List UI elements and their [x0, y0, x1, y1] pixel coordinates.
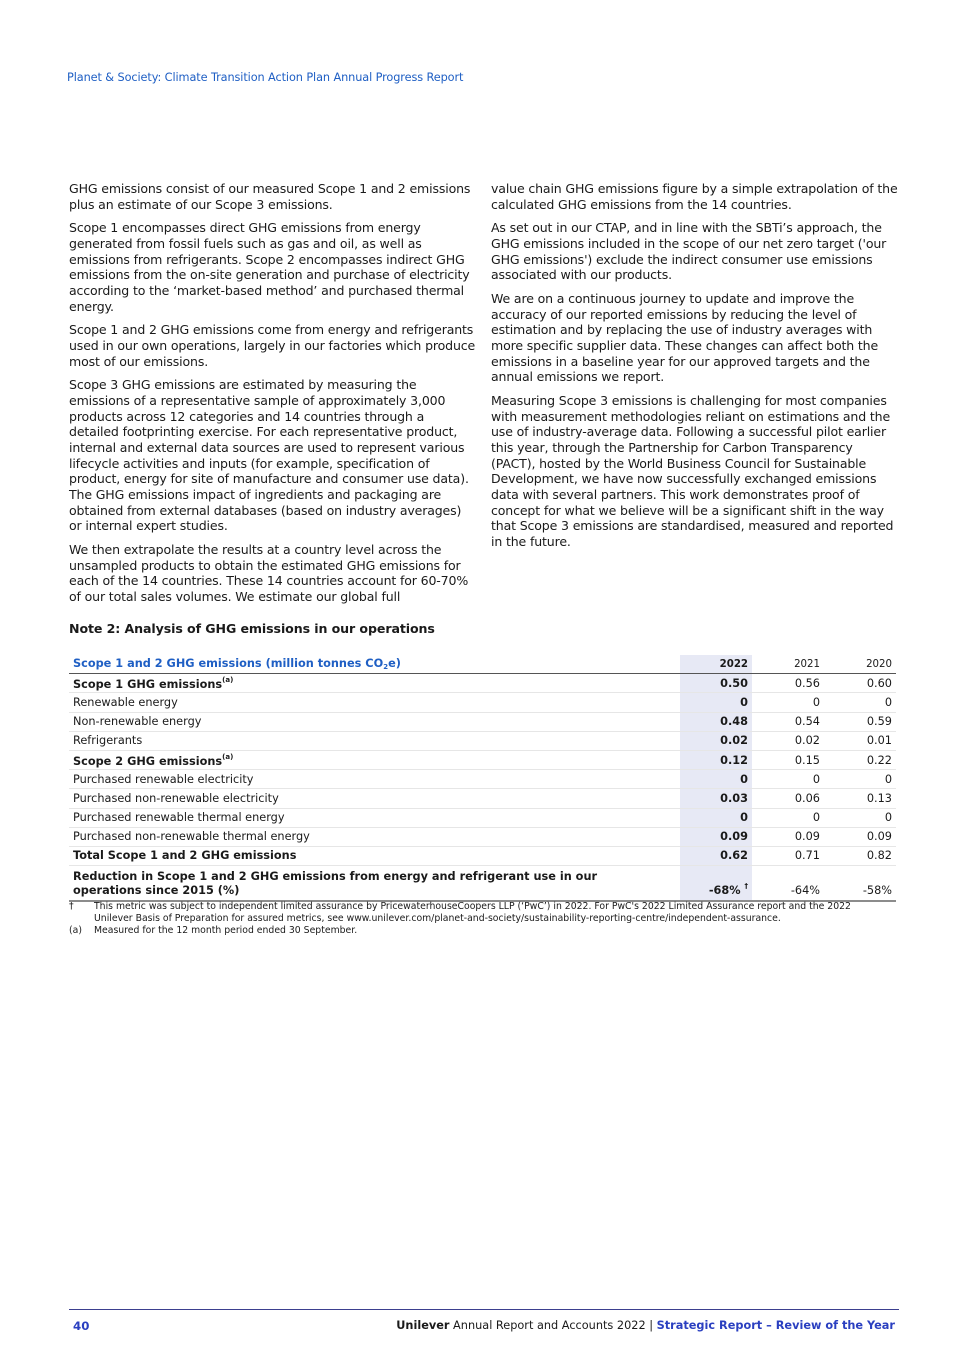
table-header-row — [69, 655, 896, 674]
value-2022: 0.50 — [680, 674, 752, 693]
row-label-text: Refrigerants — [73, 734, 143, 748]
row-label — [69, 789, 680, 808]
year-2022-header: 2022 — [680, 655, 752, 674]
value-text: -68% — [708, 884, 741, 898]
footnote-line: Unilever Basis of Preparation for assured metrics, see www.unilever.com/planet-and-society/sustainability-reporting-centre/independent-assurance. — [94, 913, 781, 924]
value-2021: 0.06 — [752, 789, 824, 808]
paragraph: We then extrapolate the results at a country level across the unsampled products to obtain the estimated GHG emissions for each of the 14 countries. These 14 countries account for 60-70% of our total sales volumes. We estimate our global full — [69, 541, 469, 605]
row-label-text: Purchased non-renewable thermal energy — [73, 830, 310, 844]
page-number: 40 — [73, 1319, 90, 1333]
table-row — [69, 731, 896, 750]
value-2020: 0 — [824, 693, 896, 712]
table-row — [69, 770, 896, 789]
row-label — [69, 866, 680, 902]
value-2022: 0 — [680, 693, 752, 712]
value-2020: 0.59 — [824, 712, 896, 731]
value-2020: 0.09 — [824, 827, 896, 846]
paragraph: We are on a continuous journey to update and improve the accuracy of our reported emissions by reducing the level of estimation and by replacing the use of industry averages with more specific supplier data. These changes can affect both the emissions in a baseline year for our approved targets and the annual emissions we report. — [491, 290, 879, 385]
row-label-text: Scope 2 GHG emissions — [73, 754, 223, 768]
value-2021: 0.02 — [752, 731, 824, 750]
footer-title — [396, 1319, 895, 1332]
footnote-reference: (a) — [222, 752, 234, 761]
footnote-line: This metric was subject to independent limited assurance by PricewaterhouseCoopers LLP (‘PwC’) in 2022. For PwC's 2022 Limited Assurance report and the 2022 — [94, 901, 851, 912]
row-label — [69, 770, 680, 789]
value-2021: 0 — [752, 808, 824, 827]
row-label — [69, 712, 680, 731]
value-2020 — [824, 866, 896, 902]
row-label — [69, 750, 680, 769]
value-2020: 0.22 — [824, 750, 896, 769]
value-text: -64% — [790, 884, 820, 898]
row-label-text: Purchased non-renewable electricity — [73, 791, 279, 805]
footnote-mark: † — [69, 901, 74, 912]
row-label-text: Purchased renewable thermal energy — [73, 811, 285, 825]
value-2021 — [752, 866, 824, 902]
table-row — [69, 750, 896, 769]
footnote-text — [94, 901, 899, 925]
row-label — [69, 827, 680, 846]
value-2022: 0 — [680, 770, 752, 789]
row-label-text: Non-renewable energy — [73, 715, 202, 729]
row-label-text: Purchased renewable electricity — [73, 772, 254, 786]
value-2021: 0.15 — [752, 750, 824, 769]
paragraph: GHG emissions consist of our measured Scope 1 and 2 emissions plus an estimate of our Scope 3 emissions. — [69, 181, 471, 212]
paragraph: Scope 1 encompasses direct GHG emissions from energy generated from fossil fuels such as gas and oil, as well as emissions from refrigerants. Scope 2 encompasses indirect GHG emissions from the on-site generation and purchase of electricity according to the ‘market-based method’ and purchased thermal energy. — [69, 220, 470, 314]
footer-brand: Unilever — [396, 1319, 450, 1332]
value-2020: 0.82 — [824, 846, 896, 865]
footnote-mark: (a) — [69, 925, 82, 936]
value-2020: 0 — [824, 770, 896, 789]
value-2021: 0.71 — [752, 846, 824, 865]
table-row — [69, 808, 896, 827]
value-2022 — [680, 866, 752, 902]
table-row — [69, 846, 896, 865]
value-2021: 0 — [752, 770, 824, 789]
value-2022: 0.62 — [680, 846, 752, 865]
table-row — [69, 693, 896, 712]
table-title — [69, 655, 680, 674]
right-column — [491, 181, 899, 613]
footer-section-link[interactable]: Strategic Report – Review of the Year — [656, 1319, 895, 1332]
table-row — [69, 712, 896, 731]
value-2020: 0 — [824, 808, 896, 827]
value-2021: 0 — [752, 693, 824, 712]
row-label — [69, 808, 680, 827]
ghg-emissions-table — [69, 655, 896, 902]
row-label-line: Reduction in Scope 1 and 2 GHG emissions from energy and refrigerant use in our — [73, 870, 598, 884]
value-2020: 0.13 — [824, 789, 896, 808]
value-2021: 0.09 — [752, 827, 824, 846]
value-2020: 0.60 — [824, 674, 896, 693]
row-label — [69, 693, 680, 712]
table-row-reduction — [69, 866, 896, 902]
table-row — [69, 789, 896, 808]
table-title-text: Scope 1 and 2 GHG emissions (million tonnes CO — [73, 657, 384, 671]
year-2020-header: 2020 — [824, 655, 896, 674]
left-column — [69, 181, 477, 613]
footnote-a — [69, 925, 899, 937]
co2-subscript: 2 — [383, 663, 389, 672]
running-header: Planet & Society: Climate Transition Action Plan Annual Progress Report — [67, 71, 464, 84]
value-text: -58% — [862, 884, 892, 898]
table-row — [69, 674, 896, 693]
paragraph: Scope 3 GHG emissions are estimated by measuring the emissions of a representative sample of approximately 3,000 products across 12 categories and 14 countries through a detailed footprinting exercise. For each representative product, internal and external data sources are used to represent various lifecycle activities and inputs (for example, specification of product, energy for site of manufacture and consumer use data). The GHG emissions impact of ingredients and packaging are obtained from external databases (based on industry averages) or internal expert studies. — [69, 377, 469, 534]
table-title-suffix: e) — [388, 657, 401, 671]
footnote-reference: (a) — [222, 675, 234, 684]
assurance-mark: † — [744, 882, 748, 891]
value-2022: 0.48 — [680, 712, 752, 731]
value-2022: 0.03 — [680, 789, 752, 808]
value-2020: 0.01 — [824, 731, 896, 750]
paragraph: As set out in our CTAP, and in line with the SBTi’s approach, the GHG emissions included in the scope of our net zero target ('our GHG emissions') exclude the indirect consumer use emissions associated with our products. — [491, 220, 887, 283]
year-2021-header: 2021 — [752, 655, 824, 674]
value-2022: 0 — [680, 808, 752, 827]
row-label — [69, 846, 680, 865]
value-2022: 0.09 — [680, 827, 752, 846]
value-2022: 0.12 — [680, 750, 752, 769]
body-text — [69, 181, 899, 613]
row-label-line: operations since 2015 (%) — [73, 884, 240, 898]
row-label-text: Scope 1 GHG emissions — [73, 677, 223, 691]
note-heading: Note 2: Analysis of GHG emissions in our operations — [69, 621, 435, 636]
value-2022: 0.02 — [680, 731, 752, 750]
row-label — [69, 731, 680, 750]
paragraph: Scope 1 and 2 GHG emissions come from energy and refrigerants used in our own operations, largely in our factories which produce most of our emissions. — [69, 322, 476, 369]
footer-publication: Annual Report and Accounts 2022 | — [449, 1319, 657, 1332]
footnotes — [69, 901, 899, 937]
footer-divider — [69, 1309, 899, 1310]
value-2021: 0.56 — [752, 674, 824, 693]
footnote-dagger — [69, 901, 899, 925]
paragraph: value chain GHG emissions figure by a simple extrapolation of the calculated GHG emissions from the 14 countries. — [491, 181, 898, 212]
row-label-text: Renewable energy — [73, 695, 178, 709]
table-row — [69, 827, 896, 846]
row-label — [69, 674, 680, 693]
footnote-text: Measured for the 12 month period ended 30 September. — [94, 925, 358, 936]
paragraph: Measuring Scope 3 emissions is challenging for most companies with measurement methodologies reliant on estimations and the use of industry-average data. Following a successful pilot earlier this year, through the Partnership for Carbon Transparency (PACT), hosted by the World Business Council for Sustainable Development, we have now successfully exchanged emissions data with several partners. This work demonstrates proof of concept for what we believe will be a significant shift in the way that Scope 3 emissions are standardised, measured and reported in the future. — [491, 392, 894, 550]
value-2021: 0.54 — [752, 712, 824, 731]
row-label-text: Total Scope 1 and 2 GHG emissions — [73, 849, 297, 863]
